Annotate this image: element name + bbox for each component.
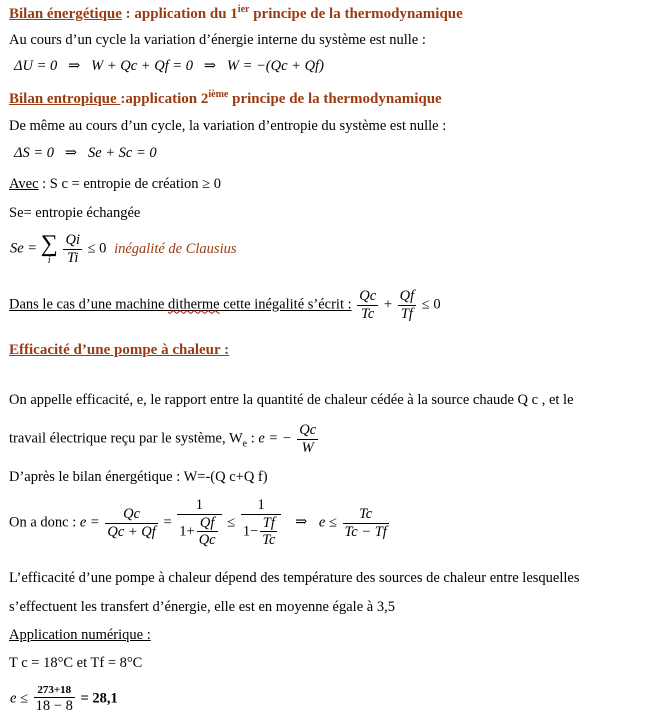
numeric-application <box>10 684 118 714</box>
efficacite-def-line1: On appelle efficacité, e, le rapport entre la quantité de chaleur cédée à la source chaude Q c , et le <box>9 392 574 408</box>
energy-intro: Au cours d’un cycle la variation d’énergie interne du système est nulle : <box>9 32 426 48</box>
title-tail: :application 2 <box>120 91 209 107</box>
app-lhs: e ≤ <box>10 690 29 707</box>
title-tail-b: principe de la thermodynamique <box>228 91 442 107</box>
ditherme-fraction-2 <box>398 288 417 322</box>
conclusion-line2: s’effectuent les transfert d’énergie, elle est en moyenne égale à 3,5 <box>9 599 395 615</box>
def-eq-fraction <box>297 422 318 456</box>
ditherme-plus: + <box>383 296 392 313</box>
app-fraction <box>34 684 75 714</box>
title-tail-b: principe de la thermodynamique <box>249 6 463 22</box>
f4-lhs: e ≤ <box>318 514 337 531</box>
def-line2-sub: e <box>242 438 248 450</box>
section-title-efficacite: Efficacité d’une pompe à chaleur : <box>9 342 230 358</box>
conclusion-line1: L’efficacité d’une pompe à chaleur dépend des température des sources de chaleur entre lesquelles <box>9 570 580 586</box>
f3-inner-den: Tc <box>262 532 276 549</box>
f3-inner-frac <box>260 515 277 549</box>
f3-inner-num: Tf <box>262 514 275 531</box>
ditherme-line <box>9 288 441 322</box>
sum-symbol: ∑ i <box>40 231 58 267</box>
title-main: Bilan entropique <box>9 91 121 107</box>
f2-den-a: 1+ <box>179 523 195 540</box>
clausius-den: Ti <box>67 249 79 266</box>
f3-num: 1 <box>241 497 282 515</box>
def-line2-text: travail électrique reçu par le système, W <box>9 430 243 447</box>
fraction-tc-over-diff <box>343 506 389 540</box>
le-sign: ≤ <box>227 514 236 531</box>
ditherme-text <box>9 297 352 313</box>
temperatures-line: T c = 18°C et Tf = 8°C <box>9 655 143 671</box>
clausius-rel: ≤ 0 <box>87 240 107 257</box>
clausius-fraction <box>63 232 82 266</box>
app-label: Application numérique : <box>9 627 151 643</box>
se-line: Se= entropie échangée <box>9 205 141 221</box>
bilan-line: D’après le bilan énergétique : W=-(Q c+Q f) <box>9 469 268 485</box>
f2-num: 1 <box>177 497 221 515</box>
def-line2-colon: : <box>247 430 255 447</box>
ditherme-rel: ≤ 0 <box>421 296 441 313</box>
f3-den-a: 1− <box>242 523 259 540</box>
def-eq-num: Qc <box>299 422 317 438</box>
f2-inner-frac <box>197 515 218 549</box>
section-title-bilan-entropique <box>9 89 442 108</box>
fraction-1-over-1-plus <box>177 497 221 549</box>
def-eq-den: W <box>301 439 314 456</box>
avec-line <box>9 176 221 193</box>
title-tail: : application du 1 <box>121 6 238 22</box>
f4-den: Tc − Tf <box>344 523 387 540</box>
f2-inner-num: Qf <box>199 514 215 531</box>
def-eq-lhs: e = − <box>258 430 292 447</box>
app-result: = 28,1 <box>80 690 118 707</box>
on-a-donc-line <box>9 497 391 549</box>
title-main: Bilan énergétique <box>9 6 122 22</box>
app-num: 273+18 <box>34 684 75 698</box>
clausius-label: inégalité de Clausius <box>114 240 237 257</box>
clausius-lhs: Se = <box>10 240 38 257</box>
fraction-qc-over-sum <box>105 506 157 540</box>
efficacite-def-line2 <box>9 422 320 456</box>
avec-text: : S c = entropie de création ≥ 0 <box>38 176 221 192</box>
f1-lhs: e = <box>79 514 100 531</box>
f4-num: Tc <box>359 505 373 522</box>
f1-den: Qc + Qf <box>107 523 156 540</box>
entropy-equation: ΔS = 0 ⇒ Se + Sc = 0 <box>14 145 157 161</box>
energy-equation: ΔU = 0 ⇒ W + Qc + Qf = 0 ⇒ W = −(Qc + Qf) <box>14 58 324 74</box>
section-title-bilan-energetique <box>9 4 463 23</box>
f1-num: Qc <box>123 505 141 522</box>
f2-num: Qf <box>399 288 415 304</box>
fraction-1-over-1-minus <box>241 497 282 549</box>
f2-den: Tf <box>400 305 413 322</box>
sum-index: i <box>47 255 51 267</box>
ditherme-text-b: cette inégalité s’écrit : <box>219 296 352 313</box>
ditherme-text-a: Dans le cas d’une machine <box>9 296 169 313</box>
avec-label: Avec <box>9 176 39 192</box>
ditherme-word: ditherme <box>168 296 220 313</box>
title-sup: ième <box>208 89 229 100</box>
implies-arrow: ⇒ <box>295 514 308 531</box>
equals: = <box>163 514 172 531</box>
clausius-inequality <box>10 232 237 266</box>
onadonc-label: On a donc : <box>9 514 77 531</box>
app-den: 18 − 8 <box>35 697 73 714</box>
entropy-intro: De même au cours d’un cycle, la variation d’entropie du système est nulle : <box>9 118 447 134</box>
ditherme-fraction-1 <box>357 288 378 322</box>
title-sup: ier <box>237 4 250 15</box>
f1-num: Qc <box>359 288 377 304</box>
f2-inner-den: Qc <box>198 532 216 549</box>
clausius-num: Qi <box>65 232 80 248</box>
f1-den: Tc <box>361 305 375 322</box>
